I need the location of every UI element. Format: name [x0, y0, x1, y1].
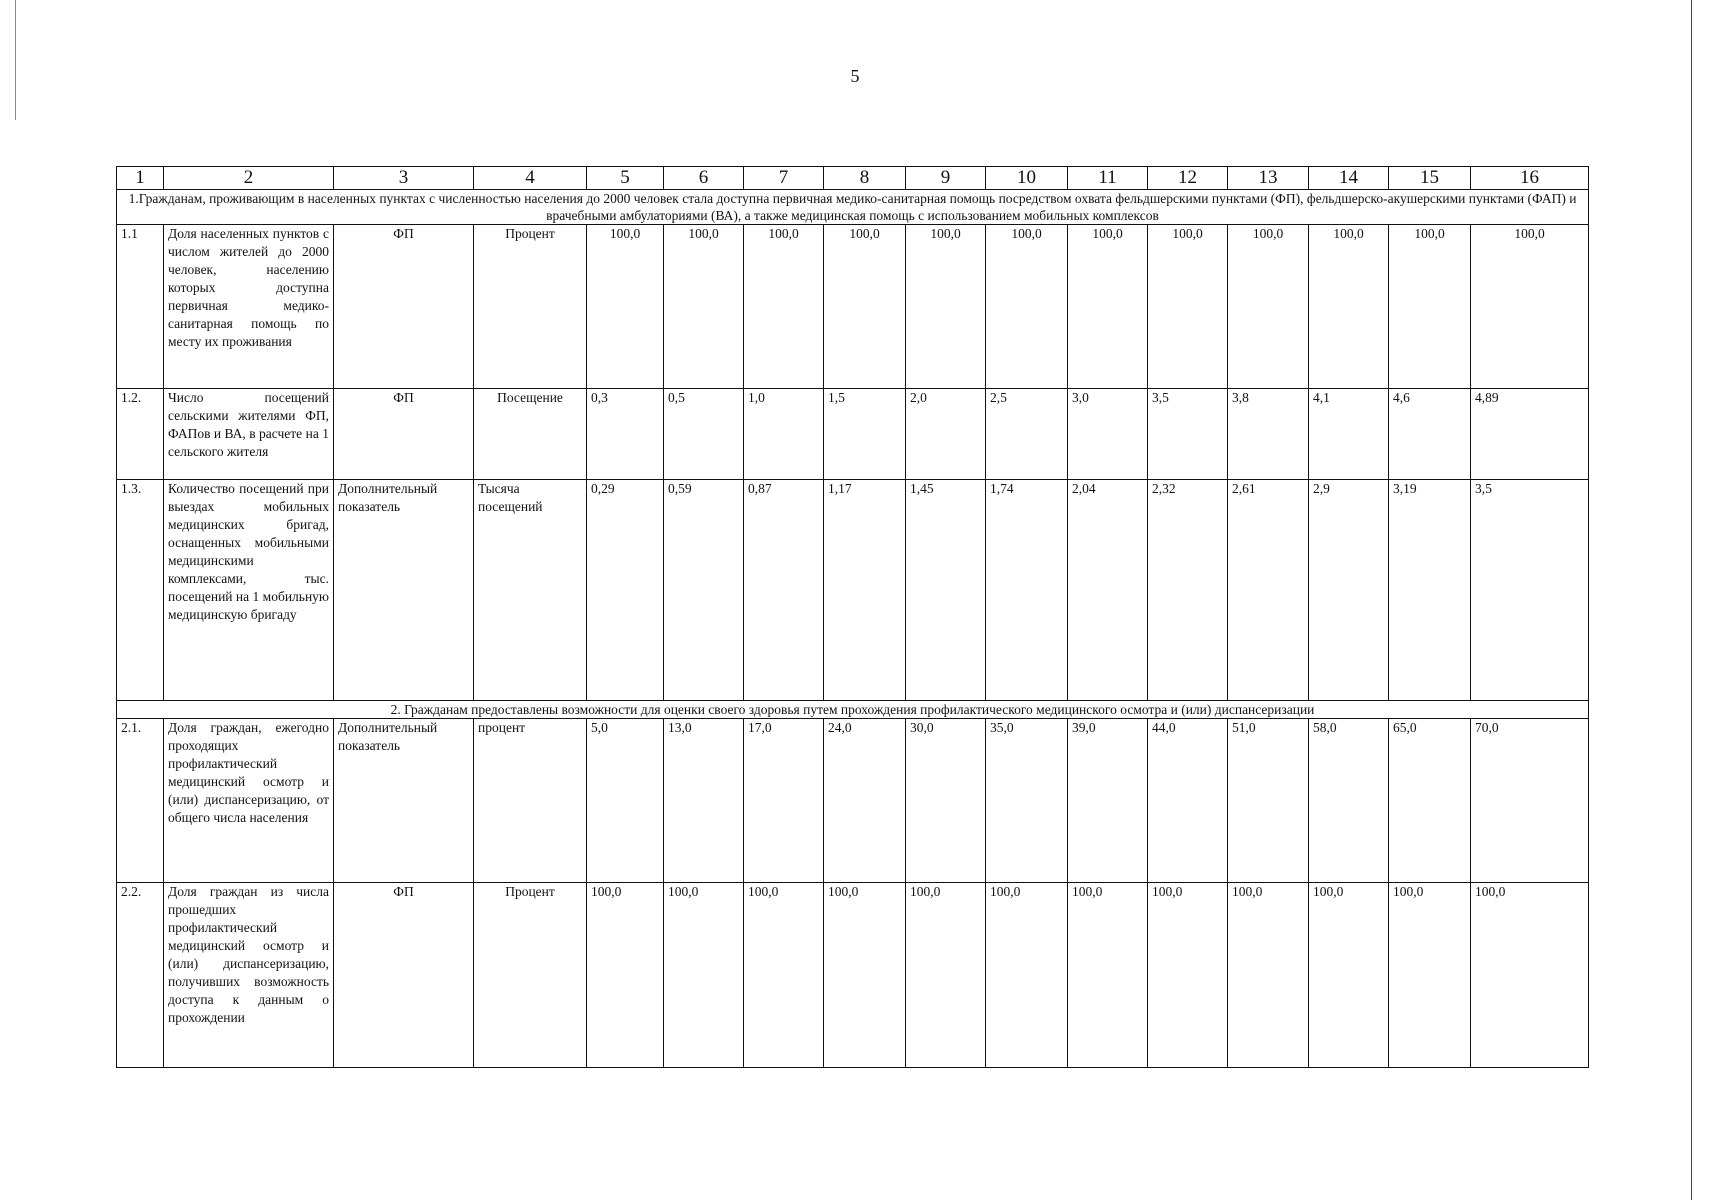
value-cell: 100,0 — [1389, 225, 1471, 389]
value-cell: 2,04 — [1068, 480, 1148, 701]
column-number-cell: 8 — [824, 167, 906, 190]
indicator-unit: Посещение — [474, 389, 587, 480]
value-cell: 0,29 — [587, 480, 664, 701]
column-number-cell: 6 — [664, 167, 744, 190]
indicator-type: ФП — [334, 389, 474, 480]
indicator-name: Число посещений сельскими жителями ФП, ФАПов и ВА, в расчете на 1 сельского жителя — [164, 389, 334, 480]
column-number-cell: 14 — [1309, 167, 1389, 190]
value-cell: 100,0 — [587, 883, 664, 1068]
column-number-header — [117, 167, 1589, 190]
value-cell: 100,0 — [986, 883, 1068, 1068]
value-cell: 100,0 — [1389, 883, 1471, 1068]
value-cell: 2,5 — [986, 389, 1068, 480]
indicator-name: Доля населенных пунктов с числом жителей до 2000 человек, населению которых доступна первичная медико-санитарная помощь по месту их проживания — [164, 225, 334, 389]
value-cell: 2,61 — [1228, 480, 1309, 701]
column-number-cell: 3 — [334, 167, 474, 190]
value-cell: 100,0 — [664, 883, 744, 1068]
value-cell: 51,0 — [1228, 719, 1309, 883]
indicator-type: Дополнительный показатель — [334, 480, 474, 701]
value-cell: 3,5 — [1148, 389, 1228, 480]
indicator-number: 2.2. — [117, 883, 164, 1068]
column-number-cell: 10 — [986, 167, 1068, 190]
indicator-type: Дополнительный показатель — [334, 719, 474, 883]
value-cell: 100,0 — [1471, 225, 1589, 389]
value-cell: 35,0 — [986, 719, 1068, 883]
indicator-type: ФП — [334, 883, 474, 1068]
value-cell: 2,32 — [1148, 480, 1228, 701]
value-cell: 17,0 — [744, 719, 824, 883]
value-cell: 100,0 — [1148, 225, 1228, 389]
value-cell: 100,0 — [906, 225, 986, 389]
value-cell: 100,0 — [664, 225, 744, 389]
table-row — [117, 883, 1589, 1068]
section-title: 1.Гражданам, проживающим в населенных пунктах с численностью населения до 2000 человек стала доступна первичная медико-санитарная помощь посредством охвата фельдшерскими пунктами (ФП), фельдшерско-акушерскими пунктами (ФАП) и врачебными амбулаториями (ВА), а также медицинская помощь с использованием мобильных комплексов — [117, 190, 1589, 225]
value-cell: 100,0 — [744, 225, 824, 389]
value-cell: 2,9 — [1309, 480, 1389, 701]
table-body — [117, 167, 1589, 1068]
indicator-name: Доля граждан, ежегодно проходящих профилактический медицинский осмотр и (или) диспансеризацию, от общего числа населения — [164, 719, 334, 883]
value-cell: 24,0 — [824, 719, 906, 883]
value-cell: 1,74 — [986, 480, 1068, 701]
value-cell: 100,0 — [986, 225, 1068, 389]
value-cell: 100,0 — [824, 225, 906, 389]
value-cell: 100,0 — [1471, 883, 1589, 1068]
table-row — [117, 225, 1589, 389]
indicators-table — [116, 166, 1589, 1068]
section-title: 2. Гражданам предоставлены возможности для оценки своего здоровья путем прохождения профилактического медицинского осмотра и (или) диспансеризации — [117, 701, 1589, 719]
column-number-cell: 16 — [1471, 167, 1589, 190]
table-row — [117, 389, 1589, 480]
value-cell: 100,0 — [744, 883, 824, 1068]
value-cell: 0,87 — [744, 480, 824, 701]
value-cell: 100,0 — [824, 883, 906, 1068]
indicator-unit: Процент — [474, 225, 587, 389]
value-cell: 4,1 — [1309, 389, 1389, 480]
value-cell: 100,0 — [906, 883, 986, 1068]
indicator-unit: процент — [474, 719, 587, 883]
indicator-number: 2.1. — [117, 719, 164, 883]
value-cell: 3,5 — [1471, 480, 1589, 701]
value-cell: 30,0 — [906, 719, 986, 883]
section-heading-row — [117, 701, 1589, 719]
column-number-cell: 12 — [1148, 167, 1228, 190]
column-number-cell: 9 — [906, 167, 986, 190]
value-cell: 100,0 — [1068, 225, 1148, 389]
indicator-number: 1.1 — [117, 225, 164, 389]
value-cell: 13,0 — [664, 719, 744, 883]
value-cell: 100,0 — [1228, 883, 1309, 1068]
value-cell: 1,0 — [744, 389, 824, 480]
column-number-cell: 13 — [1228, 167, 1309, 190]
indicator-number: 1.3. — [117, 480, 164, 701]
value-cell: 3,8 — [1228, 389, 1309, 480]
value-cell: 3,0 — [1068, 389, 1148, 480]
indicator-name: Количество посещений при выездах мобильных медицинских бригад, оснащенных мобильными медицинскими комплексами, тыс. посещений на 1 мобильную медицинскую бригаду — [164, 480, 334, 701]
column-number-cell: 15 — [1389, 167, 1471, 190]
value-cell: 0,59 — [664, 480, 744, 701]
value-cell: 65,0 — [1389, 719, 1471, 883]
value-cell: 100,0 — [1228, 225, 1309, 389]
indicator-number: 1.2. — [117, 389, 164, 480]
value-cell: 100,0 — [587, 225, 664, 389]
indicator-unit: Процент — [474, 883, 587, 1068]
value-cell: 100,0 — [1309, 883, 1389, 1068]
section-heading-row — [117, 190, 1589, 225]
column-number-cell: 2 — [164, 167, 334, 190]
indicator-type: ФП — [334, 225, 474, 389]
value-cell: 5,0 — [587, 719, 664, 883]
value-cell: 3,19 — [1389, 480, 1471, 701]
column-number-cell: 1 — [117, 167, 164, 190]
value-cell: 58,0 — [1309, 719, 1389, 883]
page-number: 5 — [850, 66, 860, 86]
column-number-cell: 4 — [474, 167, 587, 190]
column-number-cell: 7 — [744, 167, 824, 190]
value-cell: 39,0 — [1068, 719, 1148, 883]
value-cell: 4,6 — [1389, 389, 1471, 480]
value-cell: 0,3 — [587, 389, 664, 480]
scan-edge-right — [1691, 0, 1692, 1200]
value-cell: 1,5 — [824, 389, 906, 480]
value-cell: 100,0 — [1148, 883, 1228, 1068]
column-number-cell: 5 — [587, 167, 664, 190]
value-cell: 4,89 — [1471, 389, 1589, 480]
value-cell: 2,0 — [906, 389, 986, 480]
value-cell: 44,0 — [1148, 719, 1228, 883]
indicator-unit: Тысяча посещений — [474, 480, 587, 701]
value-cell: 0,5 — [664, 389, 744, 480]
value-cell: 1,17 — [824, 480, 906, 701]
value-cell: 1,45 — [906, 480, 986, 701]
column-number-cell: 11 — [1068, 167, 1148, 190]
table-row — [117, 719, 1589, 883]
table-row — [117, 480, 1589, 701]
indicator-name: Доля граждан из числа прошедших профилактический медицинский осмотр и (или) диспансеризацию, получивших возможность доступа к данным о прохождении — [164, 883, 334, 1068]
scan-edge-left — [15, 0, 16, 120]
value-cell: 100,0 — [1309, 225, 1389, 389]
value-cell: 100,0 — [1068, 883, 1148, 1068]
value-cell: 70,0 — [1471, 719, 1589, 883]
